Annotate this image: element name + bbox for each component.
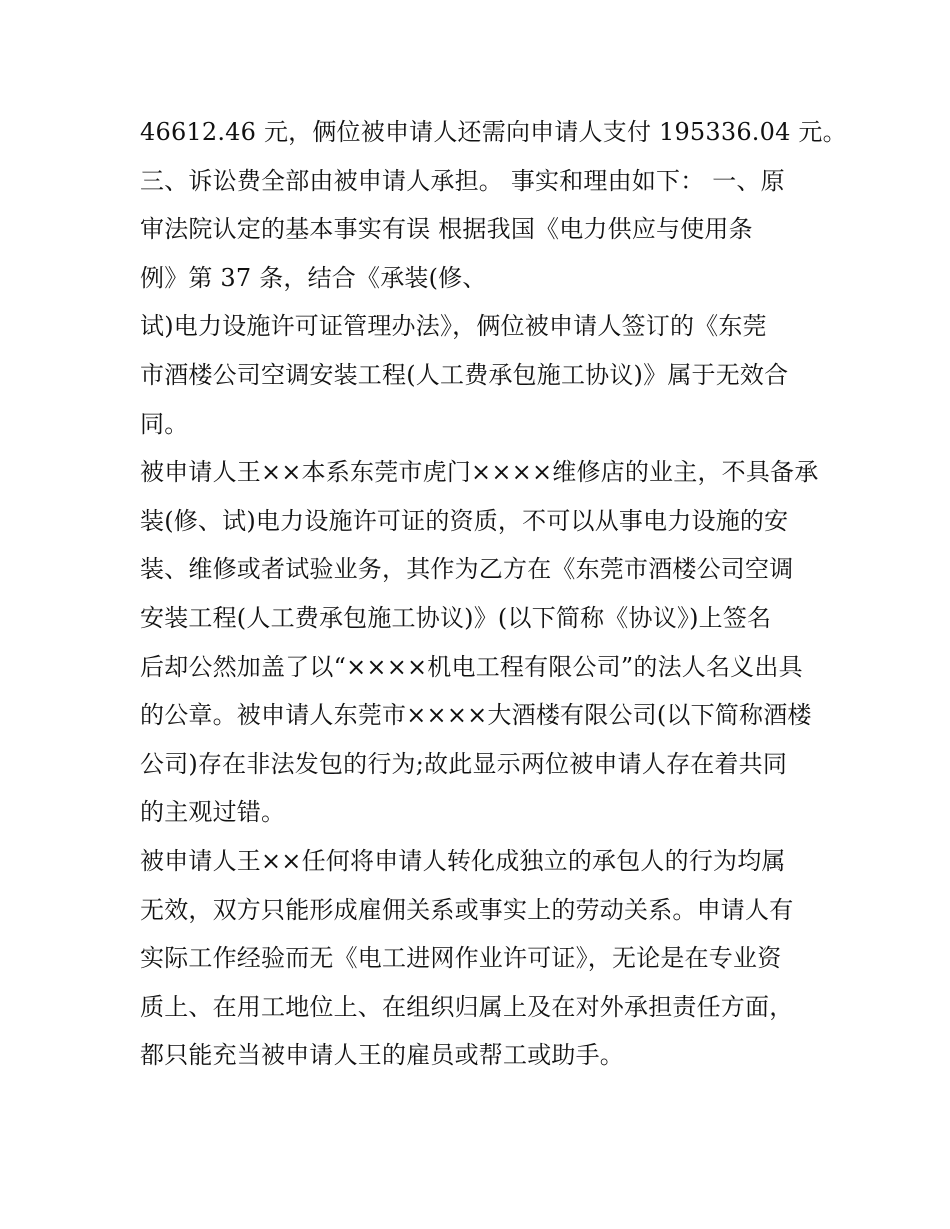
text-line: 被申请人王××本系东莞市虎门××××维修店的业主，不具备承 [140,458,819,487]
text-line: 的主观过错。 [140,798,286,827]
text-line: 无效，双方只能形成雇佣关系或事实上的劳动关系。申请人有 [140,895,794,924]
text-line: 公司)存在非法发包的行为;故此显示两位被申请人存在着共同 [140,749,788,778]
text-line: 装(修、试)电力设施许可证的资质，不可以从事电力设施的安 [140,506,789,535]
text-line: 装、维修或者试验业务，其作为乙方在《东莞市酒楼公司空调 [140,555,794,584]
text-line: 同。 [140,409,189,438]
text-line: 三、诉讼费全部由被申请人承担。 事实和理由如下： 一、原 [140,166,785,195]
text-line: 质上、在用工地位上、在组织归属上及在对外承担责任方面， [140,992,794,1021]
text-line: 46612.46 元，俩位被申请人还需向申请人支付 195336.04 元。 [140,118,847,146]
text-line: 实际工作经验而无《电工进网作业许可证》，无论是在专业资 [140,944,782,973]
text-line: 后却公然加盖了以“××××机电工程有限公司”的法人名义出具 [140,652,803,681]
text-line: 市酒楼公司空调安装工程(人工费承包施工协议)》属于无效合 [140,360,789,389]
text-line: 被申请人王××任何将申请人转化成独立的承包人的行为均属 [140,846,786,875]
text-line: 审法院认定的基本事实有误 根据我国《电力供应与使用条 [140,215,753,244]
text-line: 的公章。被申请人东莞市××××大酒楼有限公司(以下简称酒楼 [140,701,812,730]
text-line: 试)电力设施许可证管理办法》，俩位被申请人签订的《东莞 [140,312,767,341]
text-line: 安装工程(人工费承包施工协议)》(以下简称《协议》)上签名 [140,603,772,632]
text-line: 例》第 37 条，结合《承装(修、 [140,263,487,292]
body-text [140,108,847,1080]
text-line: 都只能充当被申请人王的雇员或帮工或助手。 [140,1041,624,1070]
